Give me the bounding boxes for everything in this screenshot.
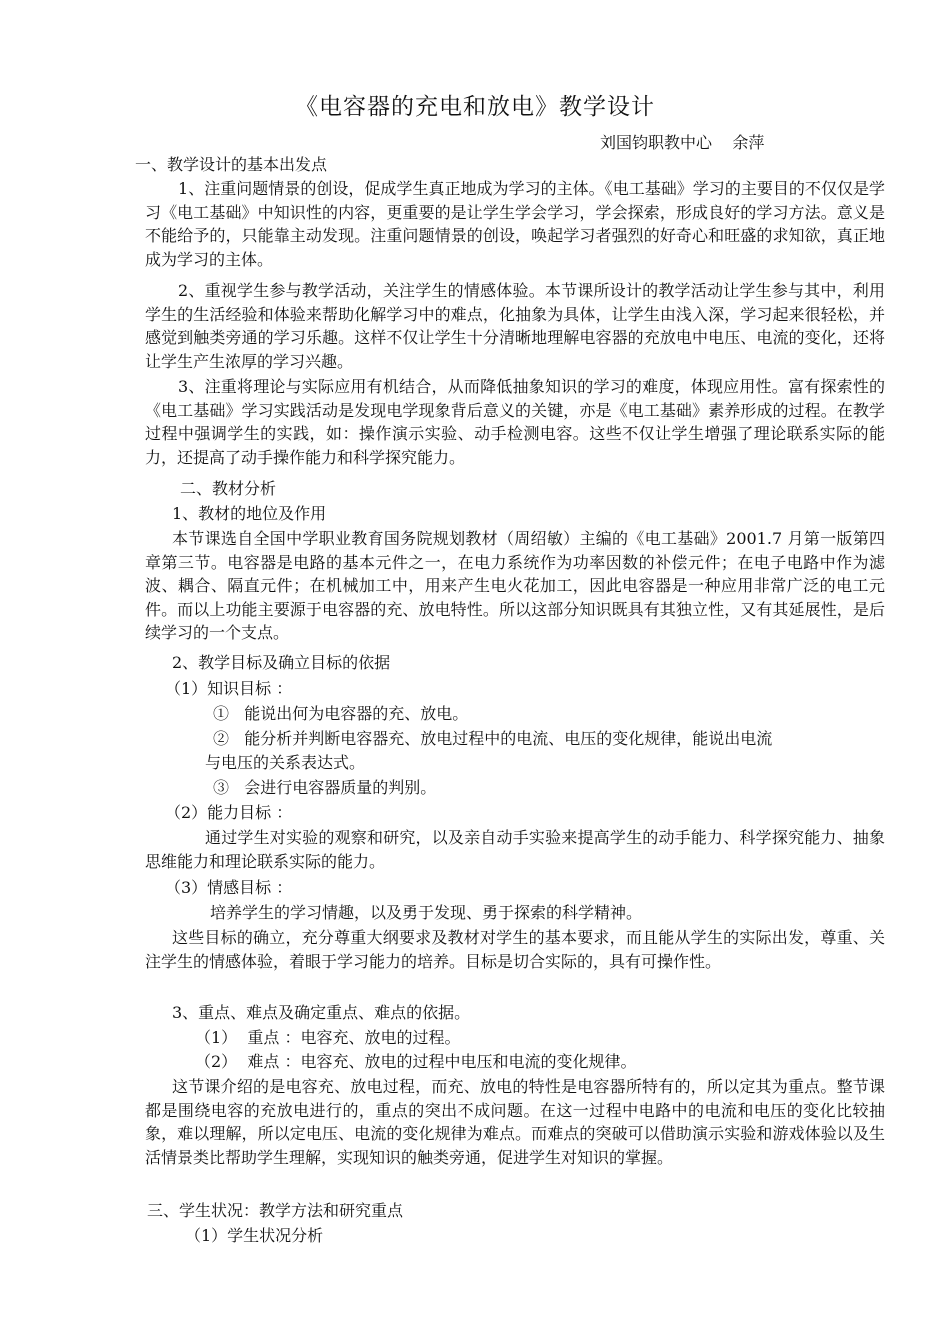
difficult-point: （2） 难点 ：电容充、放电的过程中电压和电流的变化规律。 — [195, 1052, 637, 1071]
section-2-subheading-1: 1、教材的地位及作用 — [172, 504, 327, 523]
section-3-subheading-1: （1）学生状况分析 — [185, 1226, 324, 1245]
key-point: （1） 重点 ：电容充、放电的过程。 — [195, 1028, 461, 1047]
emotion-goal-text: 培养学生的学习情趣，以及勇于发现、勇于探索的科学精神。 — [210, 903, 643, 922]
knowledge-goal-item-2: ② 能分析并判断电容器充、放电过程中的电流、电压的变化规律，能说出电流 — [213, 729, 773, 748]
section-1-paragraph-2: 2、重视学生参与教学活动，关注学生的情感体验。本节课所设计的教学活动让学生参与其中，利用学生的生活经验和体验来帮助化解学习中的难点，化抽象为具体，让学生由浅入深，学习起来很轻松，并感觉到触类旁通的学习乐趣。这样不仅让学生十分清晰地理解电容器的充放电中电压、电流的变化，还将让学生产生浓厚的学习兴趣。 — [145, 281, 885, 371]
key-difficult-reason-paragraph: 这节课介绍的是电容充、放电过程，而充、放电的特性是电容器所特有的，所以定其为重点。整节课都是围绕电容的充放电进行的，重点的突出不成问题。在这一过程中电路中的电流和电压的变化比较抽象，难以理解，所以定电压、电流的变化规律为难点。而难点的突破可以借助演示实验和游戏体验以及生活情景类比帮助学生理解，实现知识的触类旁通，促进学生对知识的掌握。 — [145, 1077, 885, 1167]
ability-goal-label: （2）能力目标 ： — [165, 803, 293, 822]
knowledge-goal-item-2-continued: 与电压的关系表达式。 — [205, 753, 366, 772]
ability-goal-text: 通过学生对实验的观察和研究，以及亲自动手实验来提高学生的动手能力、科学探究能力、抽象思维能力和理论联系实际的能力。 — [145, 828, 885, 871]
section-2-paragraph-1: 本节课选自全国中学职业教育国务院规划教材（周绍敏）主编的《电工基础》2001.7 月第一版第四章第三节。电容器是电路的基本元件之一，在电力系统作为功率因数的补偿元件；在电子电路中作为滤波、耦合、隔直元件；在机械加工中，用来产生电火花加工，因此电容器是一种应用非常广泛的电工元件。而以上功能主要源于电容器的充、放电特性。所以这部分知识既具有其独立性，又有其延展性，是后续学习的一个支点。 — [145, 529, 885, 642]
emotion-goal-label: （3）情感目标 ： — [165, 878, 293, 897]
goals-summary-paragraph: 这些目标的确立，充分尊重大纲要求及教材对学生的基本要求，而且能从学生的实际出发，尊重、关注学生的情感体验，着眼于学习能力的培养。目标是切合实际的，具有可操作性。 — [145, 928, 885, 971]
section-2-subheading-3: 3、重点、难点及确定重点、难点的依据。 — [172, 1003, 471, 1022]
knowledge-goal-item-3: ③ 会进行电容器质量的判别。 — [213, 778, 437, 797]
knowledge-goal-label: （1）知识目标 ： — [165, 679, 293, 698]
section-1-paragraph-1: 1、注重问题情景的创设，促成学生真正地成为学习的主体。《电工基础》学习的主要目的不仅仅是学习《电工基础》中知识性的内容，更重要的是让学生学会学习，学会探索，形成良好的学习方法。意义是不能给予的，只能靠主动发现。注重问题情景的创设，唤起学习者强烈的好奇心和旺盛的求知欲，真正地成为学习的主体。 — [145, 179, 885, 269]
section-3-heading: 三、学生状况：教学方法和研究重点 — [147, 1201, 404, 1220]
section-1-heading: 一、教学设计的基本出发点 — [135, 155, 328, 174]
section-2-heading: 二、教材分析 — [180, 479, 277, 498]
knowledge-goal-item-1: ① 能说出何为电容器的充、放电。 — [213, 704, 469, 723]
document-author: 刘国钧职教中心 余萍 — [600, 133, 765, 152]
section-2-subheading-2: 2、教学目标及确立目标的依据 — [172, 653, 391, 672]
section-1-paragraph-3: 3、注重将理论与实际应用有机结合，从而降低抽象知识的学习的难度，体现应用性。富有探索性的《电工基础》学习实践活动是发现电学现象背后意义的关键，亦是《电工基础》素养形成的过程。在教学过程中强调学生的实践，如：操作演示实验、动手检测电容。这些不仅让学生增强了理论联系实际的能力，还提高了动手操作能力和科学探究能力。 — [145, 377, 885, 467]
document-title: 《电容器的充电和放电》教学设计 — [295, 94, 655, 120]
